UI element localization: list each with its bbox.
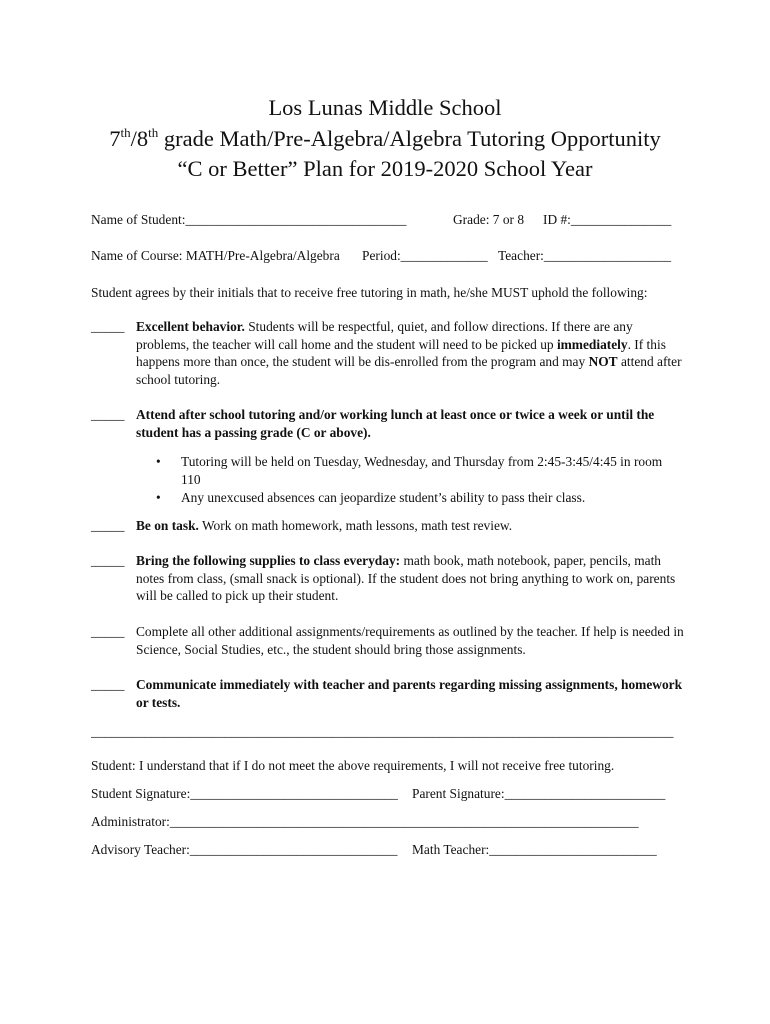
period-field[interactable]: Period:_____________ [362, 248, 488, 263]
advisory-teacher-signature-field[interactable]: Advisory Teacher:_______________________________ [91, 842, 398, 857]
supplies-text: math book, math notebook, paper, pencils, math notes from class, (small snack is optional). If the student does not bring anything to work on, parents will be called to pick up their student. [136, 553, 676, 603]
superscript-th: th [148, 124, 159, 140]
emphasis-immediately: immediately [556, 336, 628, 352]
student-name-field[interactable]: Name of Student:_________________________________ [91, 212, 407, 227]
behavior-text: attend after school tutoring. [136, 354, 682, 387]
bullet-icon: • [156, 454, 161, 469]
emphasis-not: NOT [588, 354, 618, 369]
math-teacher-signature-field[interactable]: Math Teacher:_________________________ [412, 842, 657, 857]
initial-blank[interactable]: _____ [91, 407, 125, 422]
initial-blank[interactable]: _____ [91, 677, 125, 692]
bullet-absences: Any unexcused absences can jeopardize student’s ability to pass their class. [181, 490, 586, 505]
item-supplies [136, 552, 688, 605]
bullet-icon: • [156, 490, 161, 505]
task-heading: Be on task. [136, 518, 199, 533]
initial-blank[interactable]: _____ [91, 624, 125, 639]
program-title [0, 124, 770, 154]
grade-8: /8 [130, 126, 149, 151]
school-title: Los Lunas Middle School [268, 95, 502, 120]
item-behavior [136, 318, 688, 388]
behavior-text: . If this happens more than once, the student will be dis-enrolled from the program and may [136, 336, 666, 369]
superscript-th: th [120, 124, 131, 140]
grade-7: 7 [109, 126, 121, 151]
item-on-task [136, 517, 688, 535]
teacher-field[interactable]: Teacher:___________________ [498, 248, 672, 263]
behavior-text: Students will be respectful, quiet, and follow directions. If there are any problems, the teacher will call home and the student will need to be picked up [136, 319, 633, 352]
plan-title: “C or Better” Plan for 2019-2020 School Year [177, 156, 593, 181]
grade-field[interactable]: Grade: 7 or 8 [453, 212, 525, 227]
task-text: Work on math homework, math lessons, math test review. [198, 518, 513, 533]
supplies-heading: Bring the following supplies to class everyday: [136, 553, 401, 568]
initial-blank[interactable]: _____ [91, 319, 125, 334]
bullet-tutoring-schedule: Tutoring will be held on Tuesday, Wednesday, and Thursday from 2:45-3:45/4:45 in room 110 [181, 454, 663, 487]
divider-line: _______________________________________________________________________________________ [91, 724, 674, 739]
item-communicate [136, 676, 688, 711]
assignments-text: Complete all other additional assignments/requirements as outlined by the teacher. If help is needed in Science, Social Studies, etc., the student should bring those assignments. [136, 624, 684, 657]
intro-text: Student agrees by their initials that to receive free tutoring in math, he/she MUST uphold the following: [91, 285, 648, 300]
initial-blank[interactable]: _____ [91, 518, 125, 533]
program-name: grade Math/Pre-Algebra/Algebra Tutoring Opportunity [158, 126, 661, 151]
initial-blank[interactable]: _____ [91, 553, 125, 568]
student-signature-field[interactable]: Student Signature:_______________________________ [91, 786, 398, 801]
attend-heading: Attend after school tutoring and/or working lunch at least once or twice a week or until the student has a passing grade (C or above). [136, 407, 655, 440]
item-attend [136, 406, 688, 441]
administrator-signature-field[interactable]: Administrator:______________________________________________________________________ [91, 814, 639, 829]
item-assignments [136, 623, 688, 658]
communicate-heading: Communicate immediately with teacher and parents regarding missing assignments, homework or tests. [136, 677, 683, 710]
id-field[interactable]: ID #:_______________ [543, 212, 672, 227]
behavior-heading: Excellent behavior. [136, 319, 245, 334]
parent-signature-field[interactable]: Parent Signature:________________________ [412, 786, 666, 801]
student-statement: Student: I understand that if I do not meet the above requirements, I will not receive free tutoring. [91, 758, 615, 773]
course-field: Name of Course: MATH/Pre-Algebra/Algebra [91, 248, 340, 263]
